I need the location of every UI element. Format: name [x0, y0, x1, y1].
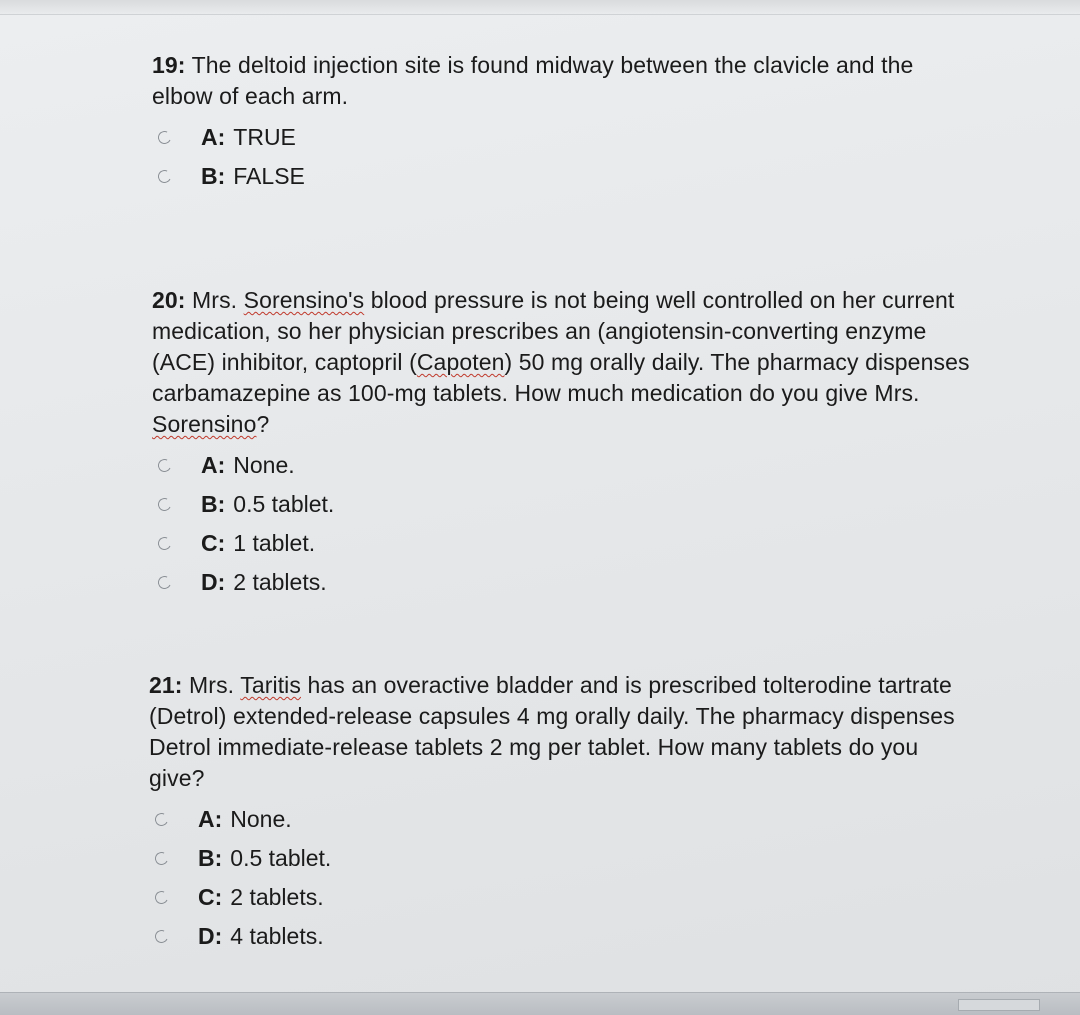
answer-option-c[interactable]	[149, 878, 969, 917]
bottom-corner-control	[958, 999, 1040, 1011]
answer-list	[152, 446, 972, 602]
answer-label: 0.5 tablet.	[233, 491, 335, 517]
spellcheck-word: Sorensino	[152, 411, 257, 437]
top-window-edge	[0, 0, 1080, 15]
answer-label: FALSE	[233, 163, 305, 189]
question-20-text	[152, 285, 972, 440]
radio-button[interactable]	[153, 889, 170, 906]
question-number: 19:	[152, 52, 186, 78]
answer-label: None.	[230, 806, 292, 832]
question-20	[152, 285, 972, 602]
answer-letter: D:	[198, 923, 223, 949]
answer-letter: A:	[201, 452, 226, 478]
answer-letter: A:	[198, 806, 223, 832]
answer-option-b[interactable]	[152, 157, 972, 196]
radio-button[interactable]	[153, 811, 170, 828]
question-21	[149, 670, 969, 956]
answer-label: 2 tablets.	[230, 884, 324, 910]
answer-letter: D:	[201, 569, 226, 595]
radio-button[interactable]	[153, 850, 170, 867]
answer-option-a[interactable]	[152, 446, 972, 485]
answer-letter: C:	[201, 530, 226, 556]
answer-label: 2 tablets.	[233, 569, 327, 595]
radio-button[interactable]	[156, 129, 173, 146]
answer-option-a[interactable]	[149, 800, 969, 839]
answer-letter: B:	[198, 845, 223, 871]
radio-button[interactable]	[153, 928, 170, 945]
answer-list	[152, 118, 972, 196]
answer-list	[149, 800, 969, 956]
question-19	[152, 50, 972, 196]
stem-part: ) 50 mg orally daily. The pharmacy dispenses carbamazepine as 100-mg tablets. How much medication do you give Mrs.	[152, 349, 970, 406]
stem-part: Mrs.	[192, 287, 244, 313]
question-number: 21:	[149, 672, 183, 698]
radio-button[interactable]	[156, 457, 173, 474]
answer-letter: C:	[198, 884, 223, 910]
answer-label: TRUE	[233, 124, 296, 150]
stem-part: Mrs.	[189, 672, 241, 698]
question-number: 20:	[152, 287, 186, 313]
answer-option-b[interactable]	[149, 839, 969, 878]
answer-label: None.	[233, 452, 295, 478]
answer-option-c[interactable]	[152, 524, 972, 563]
radio-button[interactable]	[156, 574, 173, 591]
stem-part: ?	[256, 411, 270, 437]
answer-letter: B:	[201, 491, 226, 517]
answer-letter: A:	[201, 124, 226, 150]
spellcheck-word: Capoten	[416, 349, 505, 375]
answer-label: 4 tablets.	[230, 923, 324, 949]
stem-part: blood pressure is not being well controlled on her current medication, so her physician prescribes an (angiotensin-converting enzyme (ACE) inhibitor, captopril (	[152, 287, 955, 375]
radio-button[interactable]	[156, 496, 173, 513]
spellcheck-word: Taritis	[240, 672, 301, 698]
answer-option-a[interactable]	[152, 118, 972, 157]
spellcheck-word: Sorensino's	[243, 287, 365, 313]
answer-label: 1 tablet.	[233, 530, 316, 556]
bottom-window-bar	[0, 992, 1080, 1015]
answer-option-b[interactable]	[152, 485, 972, 524]
answer-label: 0.5 tablet.	[230, 845, 332, 871]
stem-part: has an overactive bladder and is prescribed tolterodine tartrate (Detrol) extended-release capsules 4 mg orally daily. The pharmacy dispenses Detrol immediate-release tablets 2 mg per tablet. How many tablets do you give?	[149, 672, 955, 791]
question-stem: The deltoid injection site is found midway between the clavicle and the elbow of each arm.	[152, 52, 914, 109]
answer-letter: B:	[201, 163, 226, 189]
radio-button[interactable]	[156, 535, 173, 552]
question-21-text	[149, 670, 969, 794]
answer-option-d[interactable]	[152, 563, 972, 602]
question-19-text	[152, 50, 972, 112]
radio-button[interactable]	[156, 168, 173, 185]
answer-option-d[interactable]	[149, 917, 969, 956]
